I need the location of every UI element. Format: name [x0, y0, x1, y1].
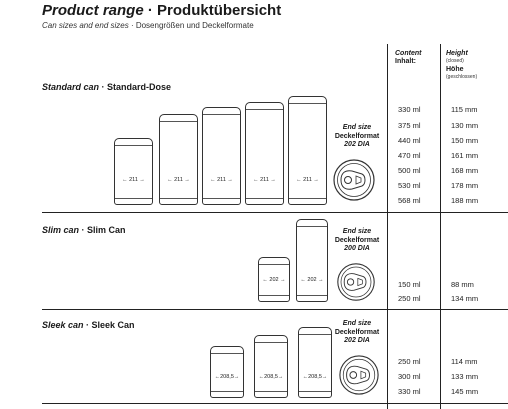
can-drawing [210, 346, 244, 398]
height-header-de: Höhe [446, 66, 464, 73]
can-width-label: ← 211 → [167, 177, 190, 183]
column-divider-right [440, 44, 441, 409]
section-separator: · [83, 320, 92, 330]
end-size-label-slim [332, 228, 382, 254]
section-title-slim [42, 225, 126, 235]
section-name-en: Slim can [42, 225, 80, 235]
section-divider-2 [42, 309, 508, 310]
row-height: 133 mm [451, 372, 479, 381]
section-title-standard [42, 82, 171, 92]
section-separator: · [79, 225, 88, 235]
row-content: 330 ml [398, 387, 421, 396]
end-size-en: End size [342, 228, 372, 235]
row-content: 250 ml [398, 357, 421, 366]
row-height: 161 mm [451, 151, 479, 160]
end-size-de: Deckelformat [334, 236, 380, 244]
end-size-en: End size [342, 124, 372, 131]
row-content: 470 ml [398, 151, 421, 160]
height-note-de: (geschlossen) [446, 74, 478, 80]
section-title-sleek [42, 320, 135, 330]
title-separator: · [143, 2, 158, 19]
page-title [42, 2, 281, 19]
end-size-label-sleek [332, 320, 382, 346]
row-height: 114 mm [451, 357, 478, 366]
can-width-label: ←208,5→ [302, 374, 328, 380]
end-size-de: Deckelformat [334, 132, 380, 140]
end-size-value: 202 DIA [344, 337, 370, 344]
can-drawing [288, 96, 327, 205]
can-drawing [296, 219, 328, 302]
section-name-de: Sleek Can [91, 320, 135, 330]
content-header-en: Content [395, 50, 422, 57]
row-height: 150 mm [451, 136, 479, 145]
can-drawing [245, 102, 284, 205]
row-content: 530 ml [398, 181, 421, 190]
row-height: 134 mm [451, 294, 479, 303]
can-width-label: ← 211 → [253, 177, 276, 183]
column-divider-left [387, 44, 388, 409]
row-content: 150 ml [398, 280, 421, 289]
row-content: 375 ml [398, 121, 421, 130]
can-drawing [159, 114, 198, 205]
section-name-de: Standard-Dose [107, 82, 172, 92]
row-content: 568 ml [398, 196, 421, 205]
row-height: 145 mm [451, 387, 479, 396]
can-drawing [254, 335, 288, 398]
can-drawing [258, 257, 290, 302]
end-size-en: End size [342, 320, 372, 327]
subtitle-separator: · [128, 21, 136, 30]
content-header-de: Inhalt: [395, 58, 416, 65]
section-divider-1 [42, 212, 508, 213]
row-height: 168 mm [451, 166, 479, 175]
can-lid-icon [332, 158, 376, 202]
height-note-en: (closed) [446, 58, 464, 64]
section-name-de: Slim Can [87, 225, 126, 235]
end-size-de: Deckelformat [334, 328, 380, 336]
row-height: 88 mm [451, 280, 474, 289]
can-drawing [202, 107, 241, 205]
section-divider-3 [42, 403, 508, 404]
can-width-label: ←208,5→ [214, 374, 240, 380]
can-lid-icon [338, 354, 380, 396]
can-width-label: ← 202 → [300, 277, 324, 283]
can-width-label: ← 211 → [296, 177, 319, 183]
row-content: 330 ml [398, 105, 421, 114]
can-drawing [114, 138, 153, 205]
section-name-en: Standard can [42, 82, 100, 92]
can-width-label: ← 211 → [122, 177, 145, 183]
end-size-value: 200 DIA [344, 245, 370, 252]
can-width-label: ←208,5→ [258, 374, 284, 380]
title-english: Product range [42, 2, 144, 19]
subtitle-german: Dosengrößen und Deckelformate [135, 21, 254, 30]
end-size-value: 202 DIA [344, 141, 370, 148]
row-content: 250 ml [398, 294, 421, 303]
row-height: 115 mm [451, 105, 478, 114]
row-height: 130 mm [451, 121, 479, 130]
end-size-label-standard [332, 124, 382, 150]
can-width-label: ← 202 → [262, 277, 286, 283]
title-german: Produktübersicht [157, 2, 282, 19]
can-width-label: ← 211 → [210, 177, 233, 183]
section-name-en: Sleek can [42, 320, 84, 330]
subtitle-english: Can sizes and end sizes [42, 21, 129, 30]
row-height: 178 mm [451, 181, 479, 190]
page-subtitle [42, 21, 254, 30]
row-content: 500 ml [398, 166, 421, 175]
row-height: 188 mm [451, 196, 479, 205]
height-header-en: Height [446, 50, 468, 57]
can-drawing [298, 327, 332, 398]
row-content: 440 ml [398, 136, 421, 145]
section-separator: · [99, 82, 108, 92]
can-lid-icon [336, 262, 376, 302]
row-content: 300 ml [398, 372, 421, 381]
